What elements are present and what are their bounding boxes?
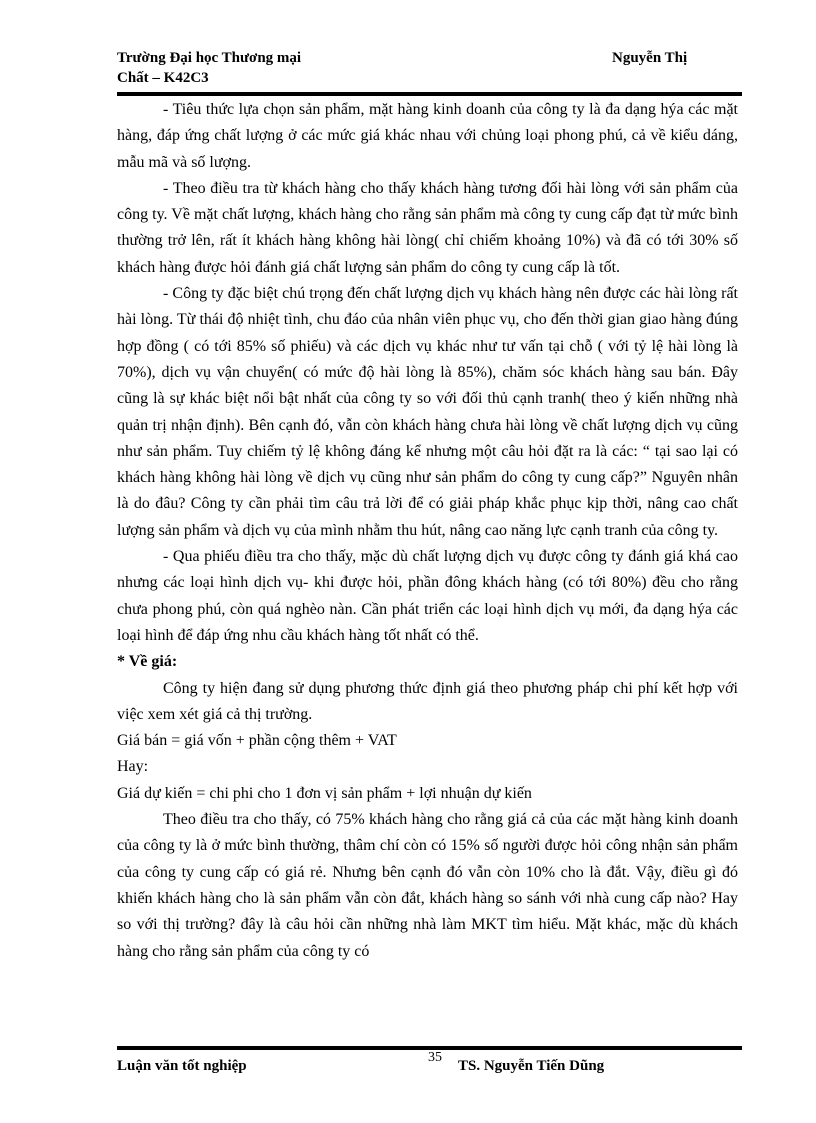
- page-body: [117, 97, 738, 965]
- page-header: [117, 50, 742, 92]
- page-number: 35: [428, 1050, 442, 1065]
- paragraph-price-survey: Theo điều tra cho thấy, có 75% khách hàng cho rằng giá cả của các mặt hàng kinh doanh của công ty là ở mức bình thường, thâm chí còn có 15% số người được hỏi công nhận sản phẩm của công ty cung cấp có giá rẻ. Nhưng bên cạnh đó vẫn còn 10% cho là đắt. Vậy, điều gì đó khiến khách hàng cho là sản phẩm vẫn còn đắt, khách hàng so sánh với nhà cung cấp nào? Hay so với thị trường? đây là câu hỏi cần những nhà làm MKT tìm hiểu. Mặt khác, mặc dù khách hàng cho rằng sản phẩm của công ty có: [117, 811, 738, 960]
- paragraph-pricing-intro: Công ty hiện đang sử dụng phương thức định giá theo phương pháp chi phí kết hợp với việc xem xét giá cả thị trường.: [117, 679, 738, 723]
- paragraph-service-quality: - Công ty đặc biệt chú trọng đến chất lượng dịch vụ khách hàng nên được các hài lòng rất hài lòng. Từ thái độ nhiệt tình, chu đáo của nhân viên phục vụ, cho đến thời gian giao hàng đúng hợp đồng ( có tới 85% số phiếu) và các dịch vụ khác như tư vấn tại chỗ ( với tỷ lệ hài lòng là 70%), dịch vụ vận chuyển( có mức độ hài lòng là 85%), chăm sóc khách hàng sau bán. Đây cũng là sự khác biệt nổi bật nhất của công ty so với đối thủ cạnh tranh( theo ý kiến những nhà quản trị nhận định). Bên cạnh đó, vẫn còn khách hàng chưa hài lòng về chất lượng dịch vụ cũng như sản phẩm. Tuy chiếm tỷ lệ không đáng kể nhưng một câu hỏi đặt ra là các: “ tại sao lại có khách hàng không hài lòng về dịch vụ cũng như sản phẩm do công ty cung cấp?” Nguyên nhân là do đâu? Công ty cần phải tìm câu trả lời để có giải pháp khắc phục kịp thời, nâng cao chất lượng sản phẩm và dịch vụ của mình nhằm thu hút, nâng cao năng lực cạnh tranh của công ty.: [117, 285, 738, 539]
- section-heading-price: * Về giá:: [117, 653, 178, 671]
- paragraph-customer-satisfaction: - Theo điều tra từ khách hàng cho thấy khách hàng tương đối hài lòng với sản phẩm của công ty. Về mặt chất lượng, khách hàng cho rằng sản phẩm mà công ty cung cấp đạt từ mức bình thường trở lên, rất ít khách hàng không hài lòng( chỉ chiếm khoảng 10%) và đã có tới 30% số khách hàng được hỏi đánh giá chất lượng sản phẩm do công ty cung cấp là tốt.: [117, 179, 738, 276]
- formula-selling-price: Giá bán = giá vốn + phần cộng thêm + VAT: [117, 732, 397, 750]
- header-school: Trường Đại học Thương mại: [117, 50, 302, 66]
- paragraph-service-variety: - Qua phiếu điều tra cho thấy, mặc dù chất lượng dịch vụ được công ty đánh giá khá cao nhưng các loại hình dịch vụ- khi được hỏi, phần đông khách hàng (có tới 80%) đều cho rằng chưa phong phú, còn quá nghèo nàn. Cần phát triển các loại hình dịch vụ mới, đa dạng hýa các loại hình để đáp ứng nhu cầu khách hàng tốt nhất có thể.: [117, 548, 738, 644]
- footer-supervisor: TS. Nguyễn Tiến Dũng: [458, 1058, 605, 1074]
- formula-expected-price: Giá dự kiến = chi phi cho 1 đơn vị sản phẩm + lợi nhuận dự kiến: [117, 784, 532, 802]
- footer-thesis-label: Luận văn tốt nghiệp: [117, 1058, 247, 1074]
- paragraph-product-selection: - Tiêu thức lựa chọn sản phẩm, mặt hàng kinh doanh của công ty là đa dạng hýa các mặt hàng, đáp ứng chất lượng ở các mức giá khác nhau với chủng loại phong phú, cả về kiểu dáng, mẫu mã và số lượng.: [117, 101, 738, 171]
- header-author-first: Nguyễn Thị: [612, 50, 688, 66]
- page-footer: [117, 1050, 742, 1078]
- header-author-rest: Chất – K42C3: [117, 70, 209, 86]
- formula-or: Hay:: [117, 758, 149, 776]
- header-rule: [117, 92, 742, 96]
